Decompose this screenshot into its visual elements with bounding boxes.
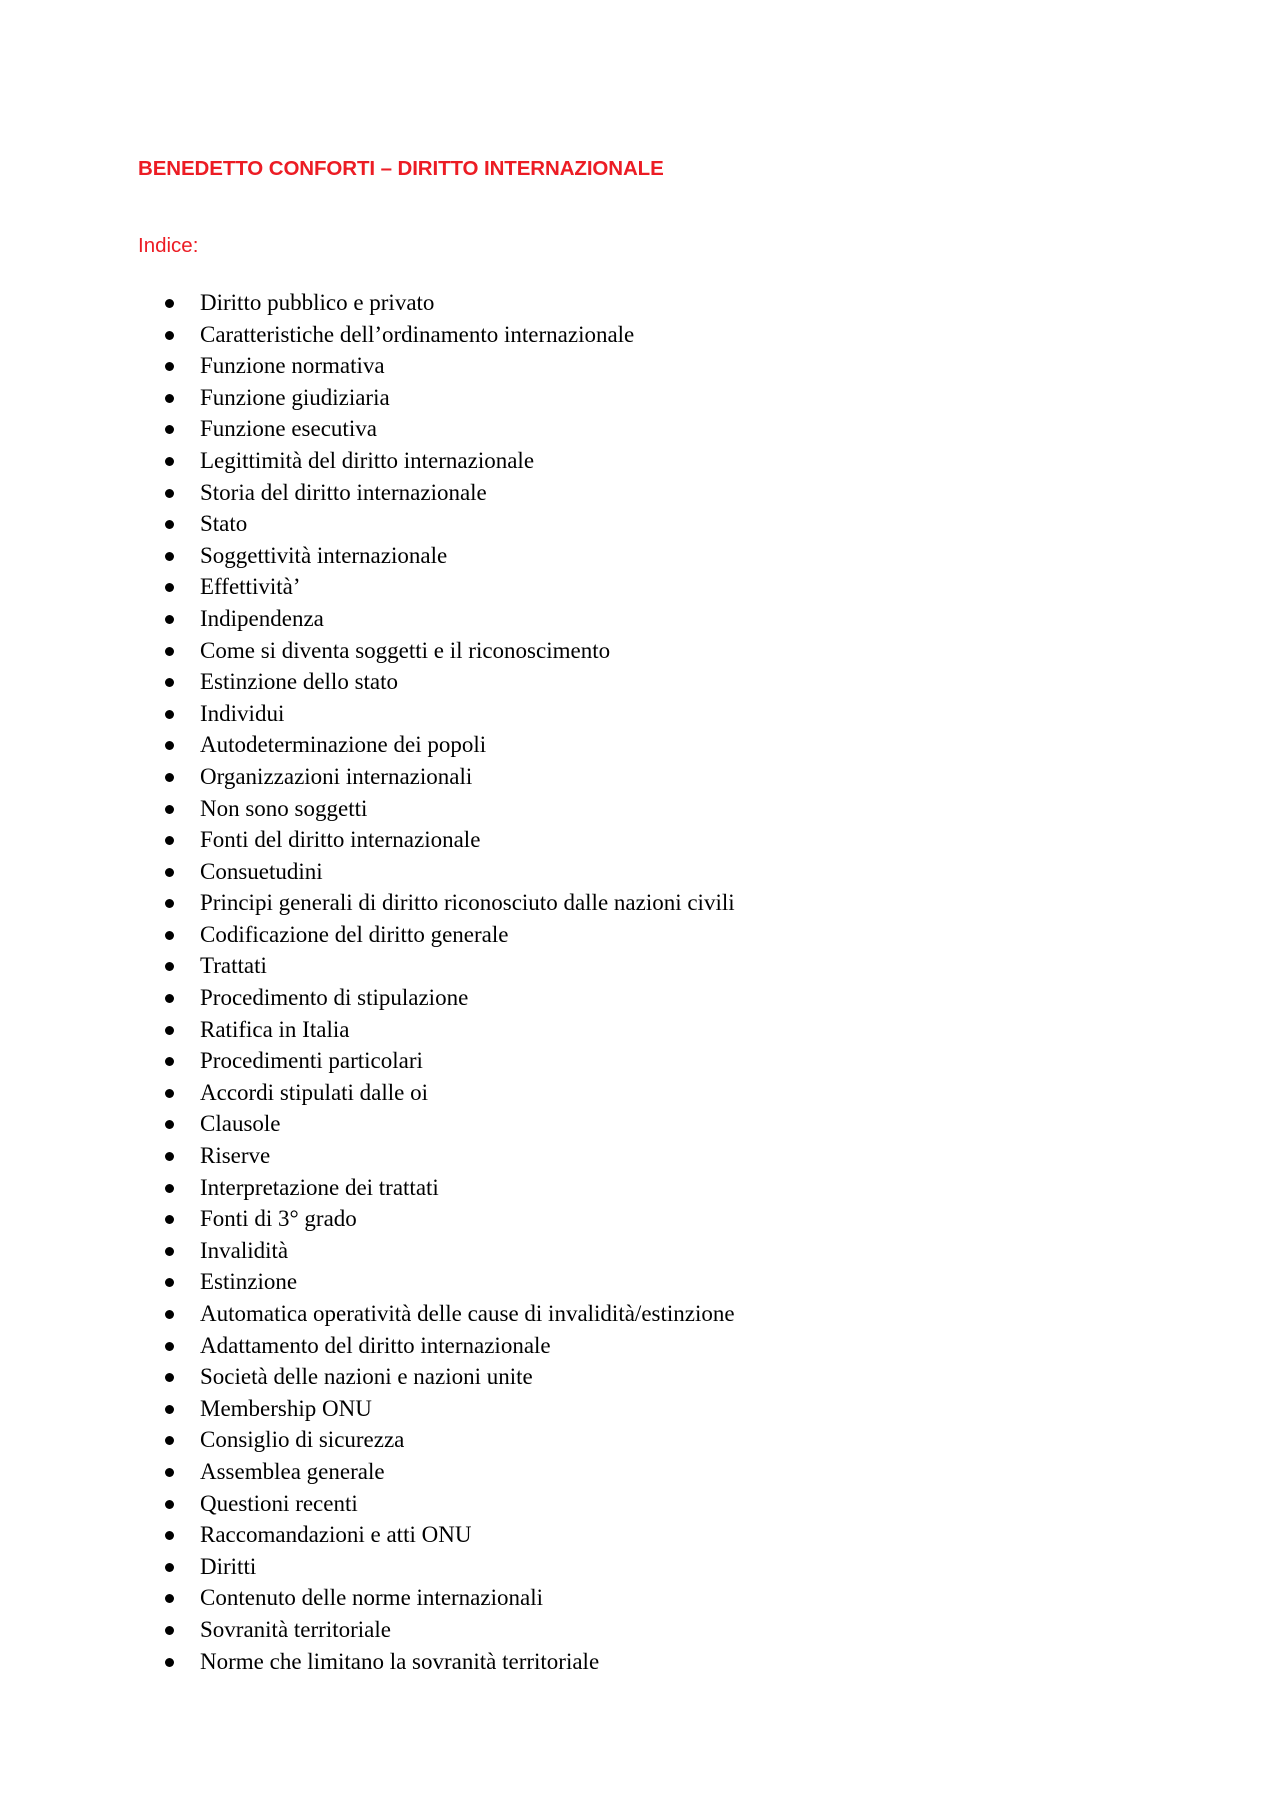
toc-item xyxy=(0,508,1280,540)
toc-item xyxy=(0,382,1280,414)
toc-item xyxy=(0,1266,1280,1298)
toc-item-label: Estinzione xyxy=(200,1269,298,1295)
bullet-icon xyxy=(165,1120,174,1129)
bullet-icon xyxy=(165,1658,174,1667)
toc-item xyxy=(0,1045,1280,1077)
toc-item xyxy=(0,445,1280,477)
toc-item-label: Effettività’ xyxy=(200,574,301,600)
toc-item-label: Clausole xyxy=(200,1111,281,1137)
toc-item xyxy=(0,1582,1280,1614)
bullet-icon xyxy=(165,868,174,877)
toc-item-label: Accordi stipulati dalle oi xyxy=(200,1079,429,1105)
toc-item xyxy=(0,887,1280,919)
bullet-icon xyxy=(165,710,174,719)
toc-item-label: Come si diventa soggetti e il riconoscimento xyxy=(200,637,611,663)
bullet-icon xyxy=(165,1468,174,1477)
toc-item-label: Invalidità xyxy=(200,1237,289,1263)
bullet-icon xyxy=(165,1057,174,1066)
toc-item-label: Adattamento del diritto internazionale xyxy=(200,1332,551,1358)
toc-item-label: Funzione giudiziaria xyxy=(200,384,390,410)
toc-item xyxy=(0,982,1280,1014)
bullet-icon xyxy=(165,1563,174,1572)
bullet-icon xyxy=(165,1594,174,1603)
toc-item xyxy=(0,856,1280,888)
bullet-icon xyxy=(165,1310,174,1319)
toc-item-label: Estinzione dello stato xyxy=(200,669,399,695)
toc-item-label: Organizzazioni internazionali xyxy=(200,763,473,789)
bullet-icon xyxy=(165,362,174,371)
bullet-icon xyxy=(165,457,174,466)
bullet-icon xyxy=(165,1436,174,1445)
toc-item xyxy=(0,477,1280,509)
toc-item xyxy=(0,413,1280,445)
toc-item xyxy=(0,761,1280,793)
bullet-icon xyxy=(165,1215,174,1224)
toc-item-label: Caratteristiche dell’ordinamento internazionale xyxy=(200,321,635,347)
toc-item xyxy=(0,1014,1280,1046)
bullet-icon xyxy=(165,1278,174,1287)
bullet-icon xyxy=(165,899,174,908)
toc-item-label: Fonti del diritto internazionale xyxy=(200,827,481,853)
toc-item xyxy=(0,950,1280,982)
toc-item-label: Funzione esecutiva xyxy=(200,416,377,442)
toc-item xyxy=(0,1235,1280,1267)
bullet-icon xyxy=(165,962,174,971)
bullet-icon xyxy=(165,1184,174,1193)
bullet-icon xyxy=(165,647,174,656)
toc-item xyxy=(0,1424,1280,1456)
bullet-icon xyxy=(165,741,174,750)
toc-item-label: Principi generali di diritto riconosciuto dalle nazioni civili xyxy=(200,890,735,916)
toc-item xyxy=(0,1330,1280,1362)
bullet-icon xyxy=(165,1405,174,1414)
toc-item-label: Diritti xyxy=(200,1553,257,1579)
bullet-icon xyxy=(165,1531,174,1540)
toc-item-label: Individui xyxy=(200,700,285,726)
bullet-icon xyxy=(165,520,174,529)
toc-item-label: Trattati xyxy=(200,953,267,979)
toc-item xyxy=(0,793,1280,825)
toc-item-label: Contenuto delle norme internazionali xyxy=(200,1585,543,1611)
bullet-icon xyxy=(165,1089,174,1098)
toc-item-label: Membership ONU xyxy=(200,1395,372,1421)
bullet-icon xyxy=(165,394,174,403)
bullet-icon xyxy=(165,615,174,624)
bullet-icon xyxy=(165,1500,174,1509)
document-title: BENEDETTO CONFORTI – DIRITTO INTERNAZIONALE xyxy=(138,157,664,180)
toc-item xyxy=(0,666,1280,698)
toc-item-label: Indipendenza xyxy=(200,605,324,631)
toc-item-label: Consuetudini xyxy=(200,858,323,884)
bullet-icon xyxy=(165,1152,174,1161)
bullet-icon xyxy=(165,1026,174,1035)
toc-item xyxy=(0,1361,1280,1393)
bullet-icon xyxy=(165,552,174,561)
toc-item xyxy=(0,571,1280,603)
toc-item xyxy=(0,1551,1280,1583)
toc-item-label: Riserve xyxy=(200,1143,271,1169)
toc-item-label: Consiglio di sicurezza xyxy=(200,1427,405,1453)
toc-item-label: Codificazione del diritto generale xyxy=(200,921,509,947)
bullet-icon xyxy=(165,1342,174,1351)
bullet-icon xyxy=(165,331,174,340)
toc-item xyxy=(0,1393,1280,1425)
toc-item-label: Storia del diritto internazionale xyxy=(200,479,487,505)
bullet-icon xyxy=(165,836,174,845)
toc-item xyxy=(0,824,1280,856)
toc-item xyxy=(0,1140,1280,1172)
toc-item-label: Legittimità del diritto internazionale xyxy=(200,447,535,473)
toc-heading: Indice: xyxy=(138,234,199,257)
toc-item xyxy=(0,919,1280,951)
bullet-icon xyxy=(165,678,174,687)
toc-item-label: Soggettività internazionale xyxy=(200,542,448,568)
bullet-icon xyxy=(165,994,174,1003)
toc-item xyxy=(0,540,1280,572)
bullet-icon xyxy=(165,299,174,308)
toc-item-label: Procedimenti particolari xyxy=(200,1048,423,1074)
toc-item xyxy=(0,1456,1280,1488)
toc-item-label: Diritto pubblico e privato xyxy=(200,290,435,315)
toc-item xyxy=(0,1646,1280,1678)
toc-item-label: Automatica operatività delle cause di invalidità/estinzione xyxy=(200,1301,735,1326)
toc-item xyxy=(0,1519,1280,1551)
toc-item xyxy=(0,1108,1280,1140)
toc-item-label: Stato xyxy=(200,511,248,537)
toc-item xyxy=(0,1203,1280,1235)
toc-item xyxy=(0,1172,1280,1204)
bullet-icon xyxy=(165,1247,174,1256)
toc-item-label: Autodeterminazione dei popoli xyxy=(200,732,487,758)
bullet-icon xyxy=(165,931,174,940)
toc-item xyxy=(0,287,1280,319)
toc-item-label: Funzione normativa xyxy=(200,353,385,379)
toc-item-label: Non sono soggetti xyxy=(200,795,368,821)
bullet-icon xyxy=(165,1626,174,1635)
toc-item xyxy=(0,1614,1280,1646)
toc-item-label: Norme che limitano la sovranità territoriale xyxy=(200,1648,600,1674)
bullet-icon xyxy=(165,773,174,782)
toc-item xyxy=(0,319,1280,351)
toc-item xyxy=(0,1488,1280,1520)
bullet-icon xyxy=(165,805,174,814)
bullet-icon xyxy=(165,425,174,434)
toc-item-label: Assemblea generale xyxy=(200,1458,385,1484)
toc-item-label: Questioni recenti xyxy=(200,1490,358,1516)
toc-item-label: Procedimento di stipulazione xyxy=(200,985,469,1011)
toc-item xyxy=(0,729,1280,761)
toc-item-label: Società delle nazioni e nazioni unite xyxy=(200,1364,533,1390)
toc-item xyxy=(0,350,1280,382)
toc-item xyxy=(0,698,1280,730)
toc-item-label: Sovranità territoriale xyxy=(200,1616,391,1642)
toc-item-label: Ratifica in Italia xyxy=(200,1016,350,1042)
toc-item-label: Interpretazione dei trattati xyxy=(200,1174,439,1200)
bullet-icon xyxy=(165,583,174,592)
bullet-icon xyxy=(165,489,174,498)
toc-item-label: Fonti di 3° grado xyxy=(200,1206,357,1232)
toc-item-label: Raccomandazioni e atti ONU xyxy=(200,1522,472,1548)
toc-item xyxy=(0,603,1280,635)
bullet-icon xyxy=(165,1373,174,1382)
toc-item xyxy=(0,635,1280,667)
toc-list xyxy=(0,287,1280,1677)
toc-item xyxy=(0,1298,1280,1330)
toc-item xyxy=(0,1077,1280,1109)
